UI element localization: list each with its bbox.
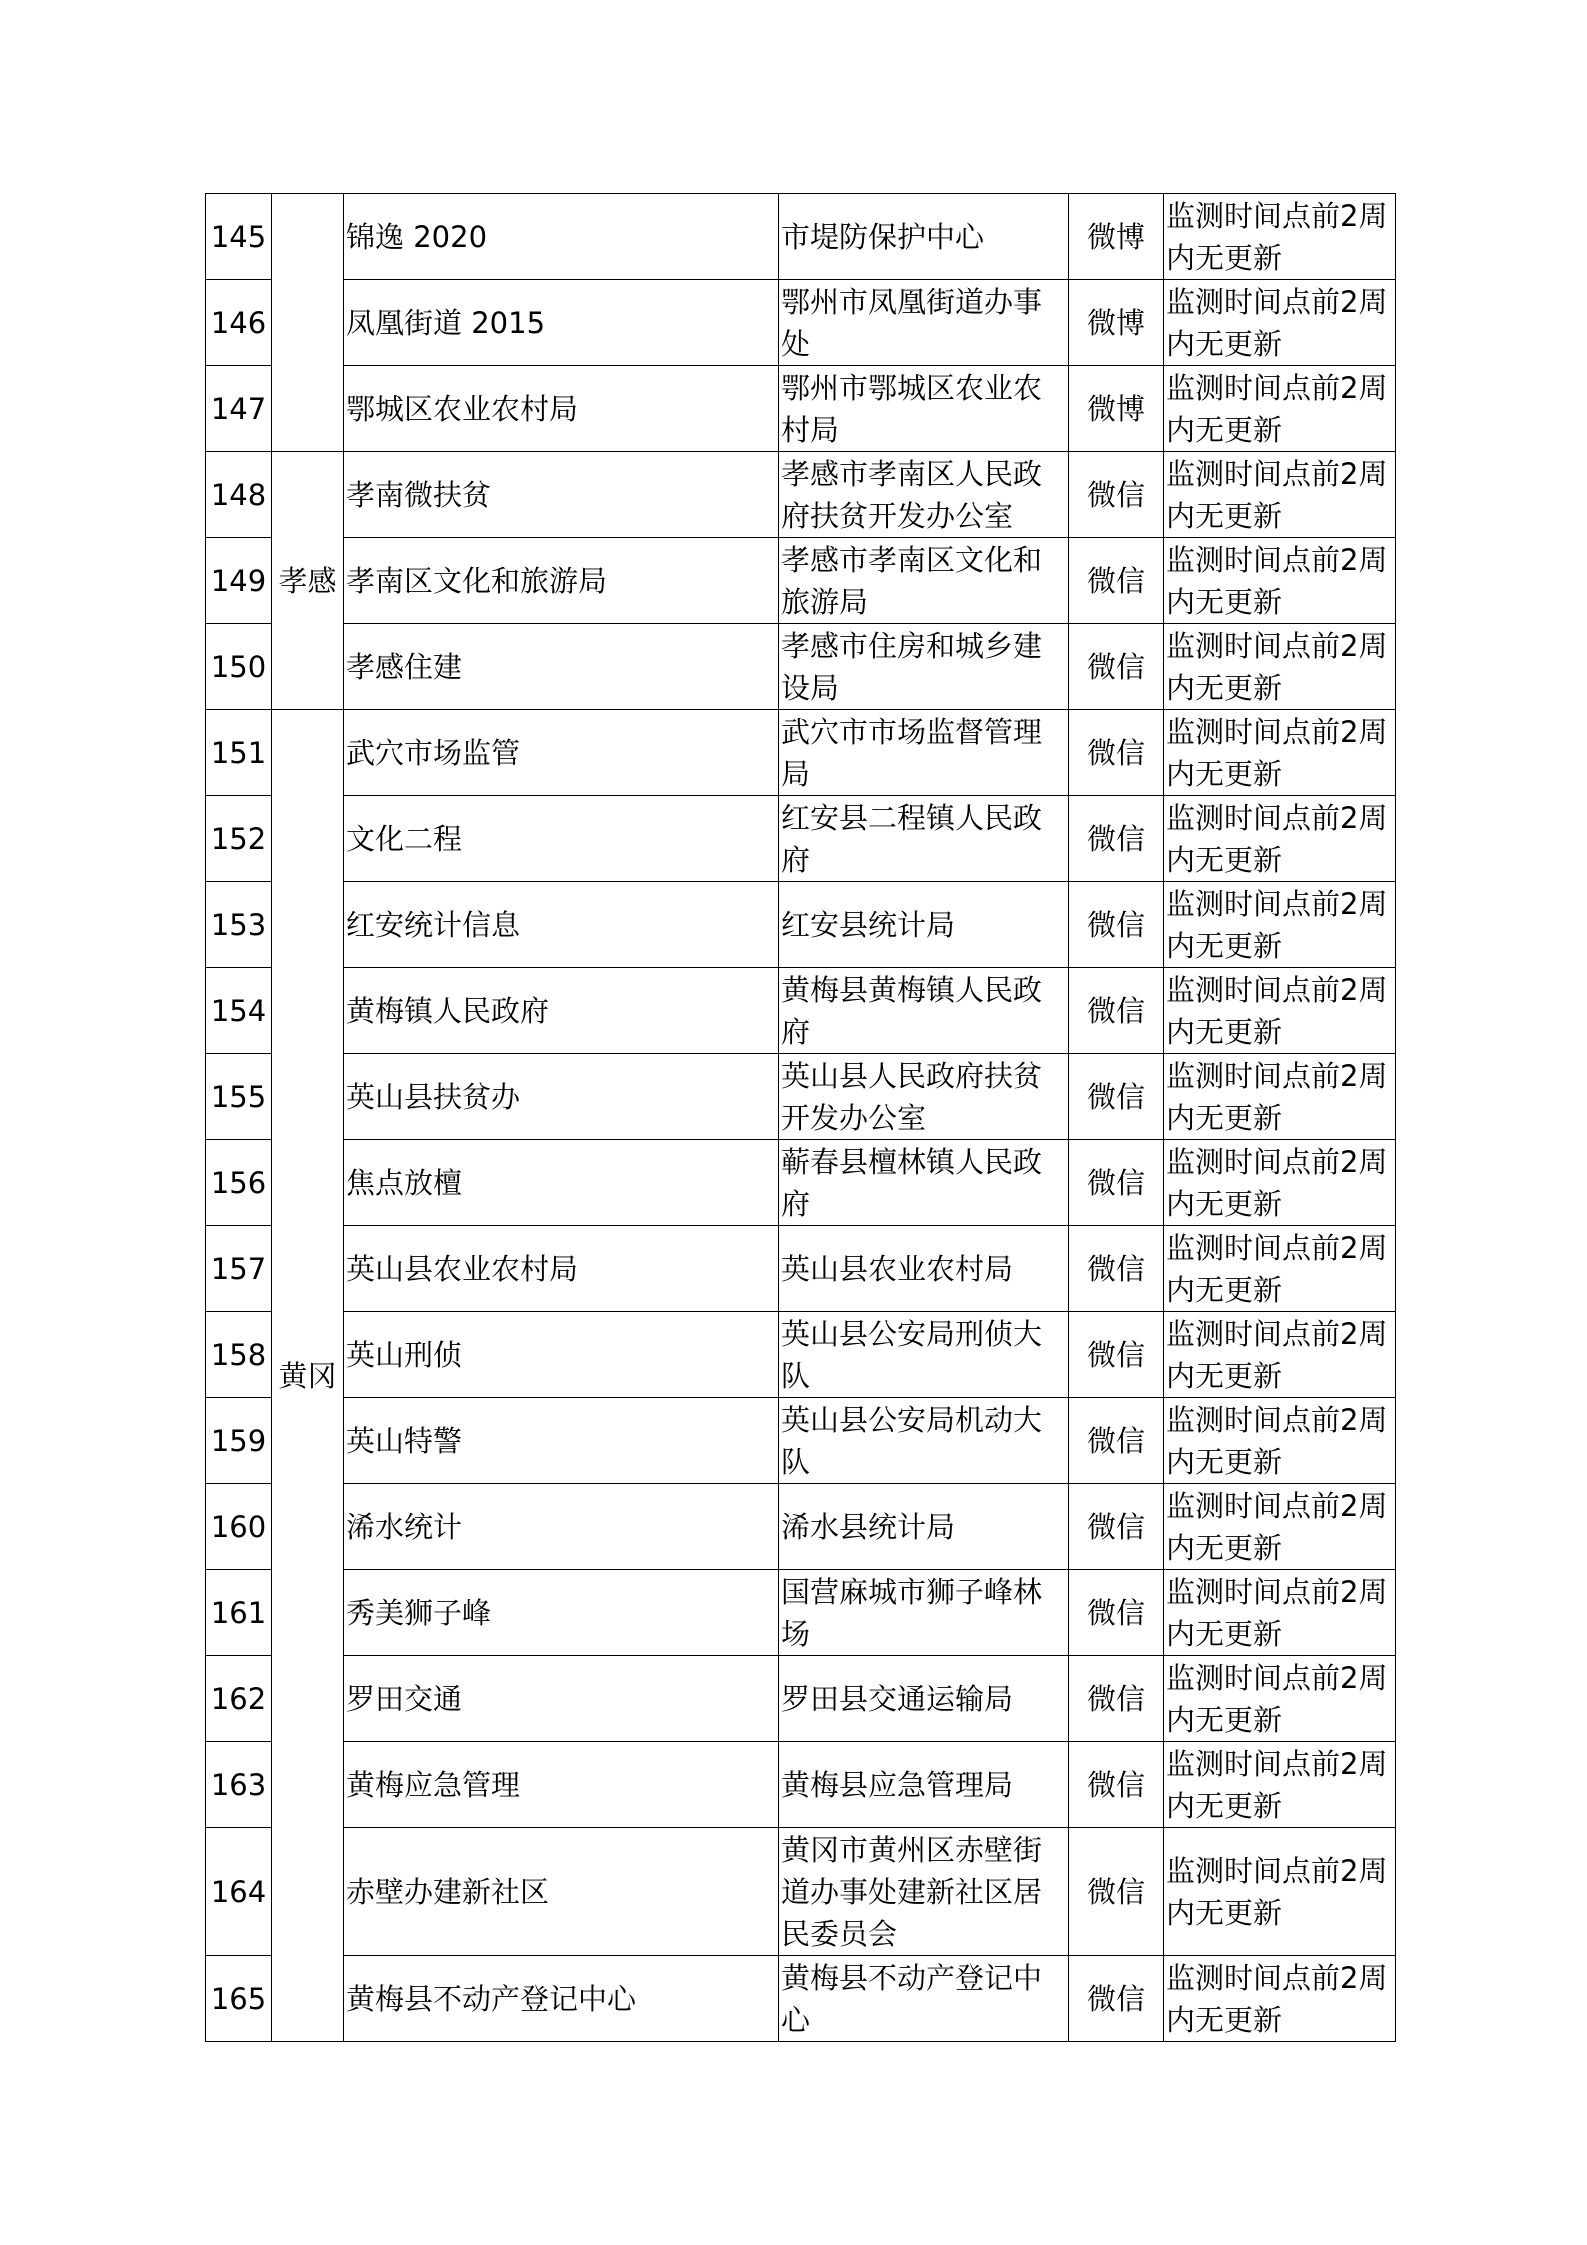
status: 监测时间点前2周内无更新 [1164,280,1396,366]
row-number: 159 [206,1398,272,1484]
status: 监测时间点前2周内无更新 [1164,1656,1396,1742]
platform: 微信 [1069,452,1164,538]
table-row [206,624,1396,710]
status: 监测时间点前2周内无更新 [1164,366,1396,452]
account-name: 浠水统计 [344,1484,779,1570]
row-number: 148 [206,452,272,538]
organization: 浠水县统计局 [779,1484,1069,1570]
status: 监测时间点前2周内无更新 [1164,624,1396,710]
row-number: 157 [206,1226,272,1312]
status: 监测时间点前2周内无更新 [1164,1140,1396,1226]
account-name: 锦逸 2020 [344,194,779,280]
platform: 微信 [1069,1398,1164,1484]
platform: 微信 [1069,1226,1164,1312]
table-row [206,1054,1396,1140]
platform: 微信 [1069,1742,1164,1828]
organization: 黄冈市黄州区赤壁街道办事处建新社区居民委员会 [779,1828,1069,1956]
organization: 英山县公安局机动大队 [779,1398,1069,1484]
table-row [206,1570,1396,1656]
table-row [206,1656,1396,1742]
accounts-table [205,193,1396,2042]
table-row [206,968,1396,1054]
organization: 武穴市市场监督管理局 [779,710,1069,796]
table-row [206,538,1396,624]
status: 监测时间点前2周内无更新 [1164,1312,1396,1398]
status: 监测时间点前2周内无更新 [1164,538,1396,624]
table-row [206,1226,1396,1312]
status: 监测时间点前2周内无更新 [1164,1742,1396,1828]
table-row [206,194,1396,280]
row-number: 163 [206,1742,272,1828]
account-name: 孝南区文化和旅游局 [344,538,779,624]
table-row [206,796,1396,882]
organization: 黄梅县不动产登记中心 [779,1956,1069,2042]
platform: 微信 [1069,710,1164,796]
row-number: 160 [206,1484,272,1570]
row-number: 155 [206,1054,272,1140]
status: 监测时间点前2周内无更新 [1164,1956,1396,2042]
account-name: 英山刑侦 [344,1312,779,1398]
account-name: 英山特警 [344,1398,779,1484]
platform: 微信 [1069,624,1164,710]
organization: 蕲春县檀林镇人民政府 [779,1140,1069,1226]
platform: 微博 [1069,194,1164,280]
account-name: 孝南微扶贫 [344,452,779,538]
organization: 孝感市住房和城乡建设局 [779,624,1069,710]
row-number: 149 [206,538,272,624]
status: 监测时间点前2周内无更新 [1164,796,1396,882]
status: 监测时间点前2周内无更新 [1164,1828,1396,1956]
organization: 鄂州市凤凰街道办事处 [779,280,1069,366]
row-number: 158 [206,1312,272,1398]
row-number: 147 [206,366,272,452]
region-cell [272,194,344,452]
platform: 微信 [1069,968,1164,1054]
account-name: 凤凰街道 2015 [344,280,779,366]
organization: 鄂州市鄂城区农业农村局 [779,366,1069,452]
row-number: 156 [206,1140,272,1226]
table-row [206,452,1396,538]
platform: 微信 [1069,1484,1164,1570]
platform: 微信 [1069,1570,1164,1656]
row-number: 164 [206,1828,272,1956]
platform: 微信 [1069,1054,1164,1140]
table-row [206,882,1396,968]
platform: 微博 [1069,366,1164,452]
organization: 罗田县交通运输局 [779,1656,1069,1742]
table-row [206,1484,1396,1570]
status: 监测时间点前2周内无更新 [1164,1570,1396,1656]
status: 监测时间点前2周内无更新 [1164,1054,1396,1140]
organization: 黄梅县应急管理局 [779,1742,1069,1828]
account-name: 秀美狮子峰 [344,1570,779,1656]
status: 监测时间点前2周内无更新 [1164,882,1396,968]
table-row [206,1828,1396,1956]
organization: 孝感市孝南区文化和旅游局 [779,538,1069,624]
table-row [206,710,1396,796]
row-number: 165 [206,1956,272,2042]
row-number: 154 [206,968,272,1054]
organization: 市堤防保护中心 [779,194,1069,280]
status: 监测时间点前2周内无更新 [1164,968,1396,1054]
organization: 孝感市孝南区人民政府扶贫开发办公室 [779,452,1069,538]
platform: 微信 [1069,882,1164,968]
account-name: 孝感住建 [344,624,779,710]
platform: 微信 [1069,1956,1164,2042]
row-number: 153 [206,882,272,968]
region-cell-xiaogan: 孝感 [272,452,344,710]
organization: 红安县二程镇人民政府 [779,796,1069,882]
region-cell-huanggang: 黄冈 [272,710,344,2042]
status: 监测时间点前2周内无更新 [1164,1398,1396,1484]
table-row [206,280,1396,366]
platform: 微信 [1069,1312,1164,1398]
row-number: 152 [206,796,272,882]
organization: 英山县公安局刑侦大队 [779,1312,1069,1398]
table-row [206,1312,1396,1398]
platform: 微信 [1069,796,1164,882]
account-name: 焦点放檀 [344,1140,779,1226]
account-name: 黄梅应急管理 [344,1742,779,1828]
row-number: 145 [206,194,272,280]
status: 监测时间点前2周内无更新 [1164,1484,1396,1570]
account-name: 黄梅县不动产登记中心 [344,1956,779,2042]
platform: 微信 [1069,1140,1164,1226]
organization: 国营麻城市狮子峰林场 [779,1570,1069,1656]
status: 监测时间点前2周内无更新 [1164,452,1396,538]
table-row [206,366,1396,452]
account-name: 赤壁办建新社区 [344,1828,779,1956]
platform: 微信 [1069,1828,1164,1956]
table-row [206,1956,1396,2042]
platform: 微信 [1069,538,1164,624]
organization: 黄梅县黄梅镇人民政府 [779,968,1069,1054]
account-name: 罗田交通 [344,1656,779,1742]
row-number: 161 [206,1570,272,1656]
organization: 红安县统计局 [779,882,1069,968]
account-name: 英山县扶贫办 [344,1054,779,1140]
organization: 英山县人民政府扶贫开发办公室 [779,1054,1069,1140]
row-number: 162 [206,1656,272,1742]
status: 监测时间点前2周内无更新 [1164,194,1396,280]
account-name: 鄂城区农业农村局 [344,366,779,452]
table-row [206,1742,1396,1828]
status: 监测时间点前2周内无更新 [1164,1226,1396,1312]
platform: 微博 [1069,280,1164,366]
account-name: 黄梅镇人民政府 [344,968,779,1054]
organization: 英山县农业农村局 [779,1226,1069,1312]
status: 监测时间点前2周内无更新 [1164,710,1396,796]
account-name: 红安统计信息 [344,882,779,968]
account-name: 英山县农业农村局 [344,1226,779,1312]
table-row [206,1140,1396,1226]
account-name: 文化二程 [344,796,779,882]
platform: 微信 [1069,1656,1164,1742]
account-name: 武穴市场监管 [344,710,779,796]
row-number: 146 [206,280,272,366]
row-number: 150 [206,624,272,710]
table-row [206,1398,1396,1484]
row-number: 151 [206,710,272,796]
